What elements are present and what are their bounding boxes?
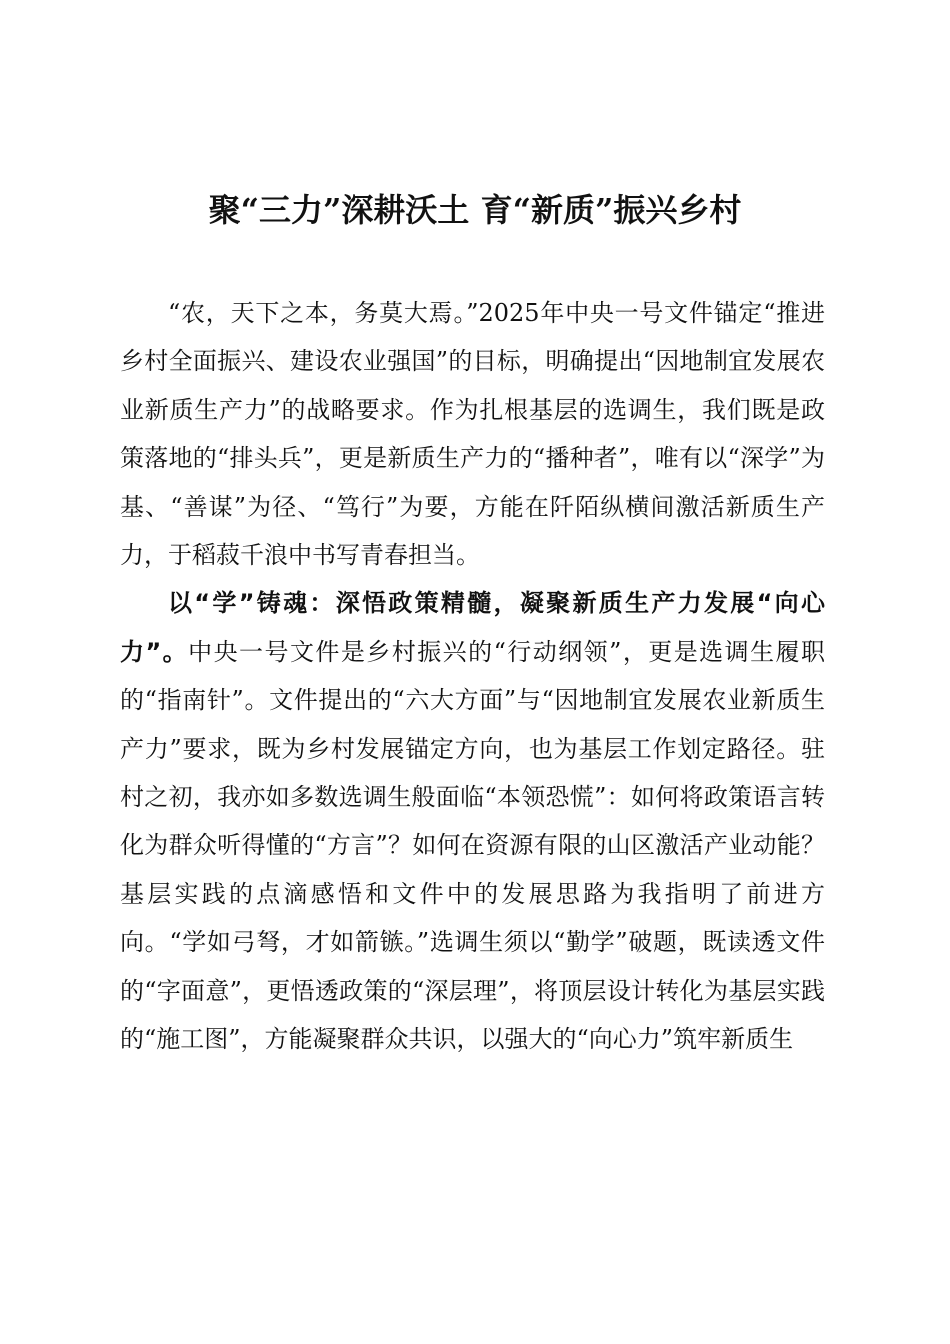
paragraph-text: “农，天下之本，务莫大焉。”2025年中央一号文件锚定“推进乡村全面振兴、建设农业强国”的目标，明确提出“因地制宜发展农业新质生产力”的战略要求。作为扎根基层的选调生，我们既是政策落地的“排头兵”，更是新质生产力的“播种者”，唯有以“深学”为基、“善谋”为径、“笃行”为要，方能在阡陌纵横间激活新质生产力，于稻菽千浪中书写青春担当。 <box>120 299 825 570</box>
document-title: 聚“三力”深耕沃土 育“新质”振兴乡村 <box>208 191 742 229</box>
paragraph-learning <box>120 579 825 1063</box>
paragraph-text: 中央一号文件是乡村振兴的“行动纲领”，更是选调生履职的“指南针”。文件提出的“六大方面”与“因地制宜发展农业新质生产力”要求，既为乡村发展锚定方向，也为基层工作划定路径。驻村之初，我亦如多数选调生般面临“本领恐慌”：如何将政策语言转化为群众听得懂的“方言”？如何在资源有限的山区激活产业动能？基层实践的点滴感悟和文件中的发展思路为我指明了前进方向。“学如弓弩，才如箭镞。”选调生须以“勤学”破题，既读透文件的“字面意”，更悟透政策的“深层理”，将顶层设计转化为基层实践的“施工图”，方能凝聚群众共识，以强大的“向心力”筑牢新质生 <box>120 637 825 1054</box>
paragraph-lead-heading: 以“学”铸魂：深悟政策精髓，凝聚新质生产力发展“向心力”。 <box>120 589 825 666</box>
paragraph-intro <box>120 289 825 579</box>
document-body <box>120 289 825 1064</box>
